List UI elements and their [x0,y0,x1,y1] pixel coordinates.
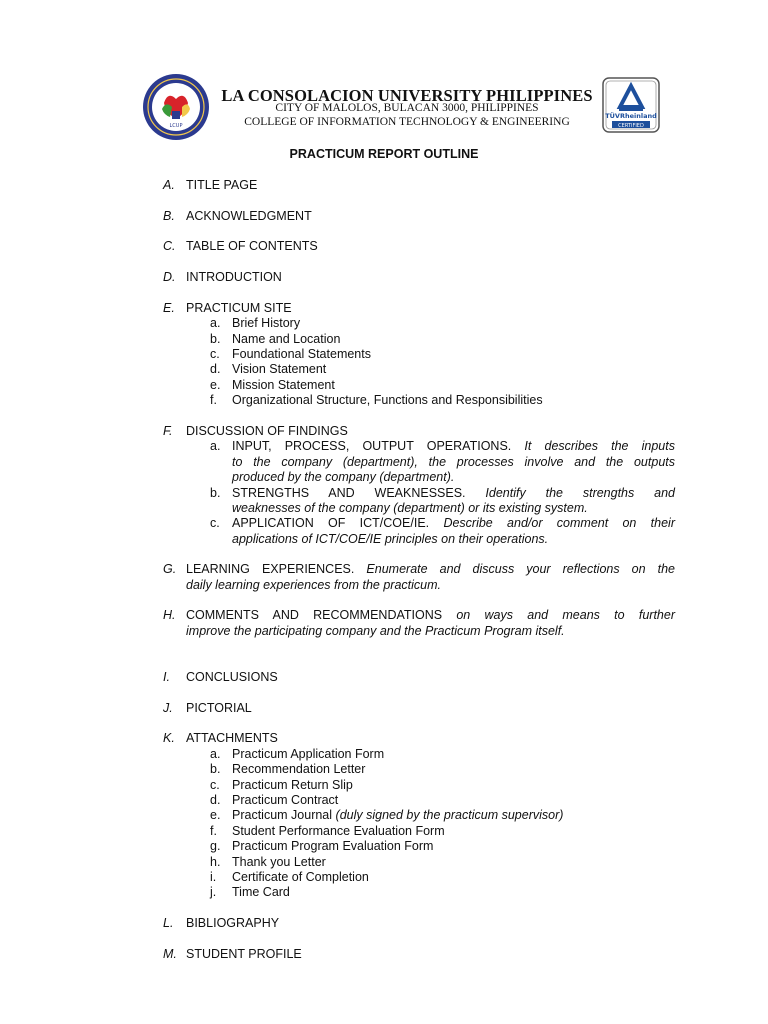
findings-item-desc: Identify the strengths and [485,486,675,500]
section-h-line [186,608,675,623]
list-item [232,808,563,823]
section-letter: C. [163,239,176,253]
item-letter: a. [210,316,221,330]
item-letter: a. [210,747,221,761]
section-letter: I. [163,670,170,684]
list-item-text: Practicum Journal [232,808,333,822]
section-g-text: LEARNING EXPERIENCES. [186,562,355,576]
section-b-text: ACKNOWLEDGMENT [186,209,312,223]
section-g-line [186,562,675,577]
section-g-desc: Enumerate and discuss your reflections on the [366,562,676,576]
findings-item-desc-line [232,532,548,547]
list-item: Time Card [232,885,290,899]
findings-item-heading: STRENGTHS AND WEAKNESSES. [232,486,466,500]
list-item: Organizational Structure, Functions and Responsibilities [232,393,543,407]
findings-item-heading: APPLICATION OF ICT/COE/IE. [232,516,430,530]
section-h-desc-line [186,624,565,639]
document-title: PRACTICUM REPORT OUTLINE [289,147,479,161]
findings-item-line [232,516,675,531]
list-item: Foundational Statements [232,347,371,361]
section-h-desc: improve the participating company and the Practicum Program itself. [186,624,565,638]
item-letter: c. [210,516,220,530]
section-i-text: CONCLUSIONS [186,670,278,684]
section-g-desc-line [186,578,441,593]
section-letter: D. [163,270,176,284]
item-letter: f. [210,824,217,838]
section-letter: B. [163,209,175,223]
list-item: Brief History [232,316,301,330]
findings-item-desc: produced by the company (department). [232,470,455,484]
list-item: Mission Statement [232,378,335,392]
list-item: Practicum Return Slip [232,778,353,792]
list-item: Practicum Program Evaluation Form [232,839,434,853]
findings-item-desc-line [232,501,588,516]
section-letter: E. [163,301,175,315]
tuv-brand-text: TÜVRheinland [605,112,657,120]
university-name: LA CONSOLACION UNIVERSITY PHILIPPINES [221,86,593,105]
section-letter: G. [163,562,177,576]
findings-item-desc-line [232,470,454,485]
item-letter: b. [210,762,221,776]
findings-item-heading: INPUT, PROCESS, OUTPUT OPERATIONS. [232,439,512,453]
item-letter: e. [210,378,221,392]
list-item: Student Performance Evaluation Form [232,824,445,838]
findings-item-desc: to the company (department), the processes involve and the outputs [232,455,675,469]
findings-item-desc-line [232,455,675,470]
item-letter: j. [210,885,217,899]
section-h-desc: on ways and means to further [456,608,675,622]
section-j-text: PICTORIAL [186,701,252,715]
section-letter: F. [163,424,173,438]
item-letter: i. [210,870,217,884]
section-a-text: TITLE PAGE [186,178,258,192]
findings-item-desc: weaknesses of the company (department) or its existing system. [232,501,588,515]
seal-label: LCUP [169,123,183,129]
section-letter: J. [163,701,173,715]
list-item: Vision Statement [232,362,327,376]
section-letter: H. [163,608,176,622]
list-item-note: (duly signed by the practicum supervisor) [335,808,564,822]
item-letter: c. [210,778,220,792]
list-item: Practicum Application Form [232,747,385,761]
section-d-text: INTRODUCTION [186,270,282,284]
section-m-text: STUDENT PROFILE [186,947,302,961]
college-name: COLLEGE OF INFORMATION TECHNOLOGY & ENGINEERING [244,116,570,128]
section-h-text: COMMENTS AND RECOMMENDATIONS [186,608,443,622]
section-letter: K. [163,731,175,745]
tuv-certified-badge [602,77,660,133]
item-letter: g. [210,839,221,853]
section-l-text: BIBLIOGRAPHY [186,916,280,930]
list-item: Name and Location [232,332,341,346]
item-letter: d. [210,362,221,376]
item-letter: f. [210,393,217,407]
tuv-certified-text: CERTIFIED [618,122,644,129]
item-letter: e. [210,808,221,822]
findings-item-desc: Describe and/or comment on their [443,516,675,530]
item-letter: a. [210,439,221,453]
list-item: Practicum Contract [232,793,339,807]
section-e-text: PRACTICUM SITE [186,301,292,315]
item-letter: c. [210,347,220,361]
findings-item-desc: applications of ICT/COE/IE principles on their operations. [232,532,549,546]
item-letter: h. [210,855,221,869]
section-letter: M. [163,947,177,961]
list-item: Recommendation Letter [232,762,366,776]
findings-item-line [232,486,675,501]
item-letter: d. [210,793,221,807]
university-address: CITY OF MALOLOS, BULACAN 3000, PHILIPPINES [275,102,539,114]
section-letter: L. [163,916,174,930]
item-letter: b. [210,332,221,346]
section-g-desc: daily learning experiences from the practicum. [186,578,441,592]
item-letter: b. [210,486,221,500]
section-f-text: DISCUSSION OF FINDINGS [186,424,348,438]
list-item: Certificate of Completion [232,870,369,884]
findings-item-line [232,439,675,454]
section-k-text: ATTACHMENTS [186,731,278,745]
section-letter: A. [163,178,175,192]
section-c-text: TABLE OF CONTENTS [186,239,318,253]
findings-item-desc: It describes the inputs [524,439,675,453]
list-item: Thank you Letter [232,855,326,869]
